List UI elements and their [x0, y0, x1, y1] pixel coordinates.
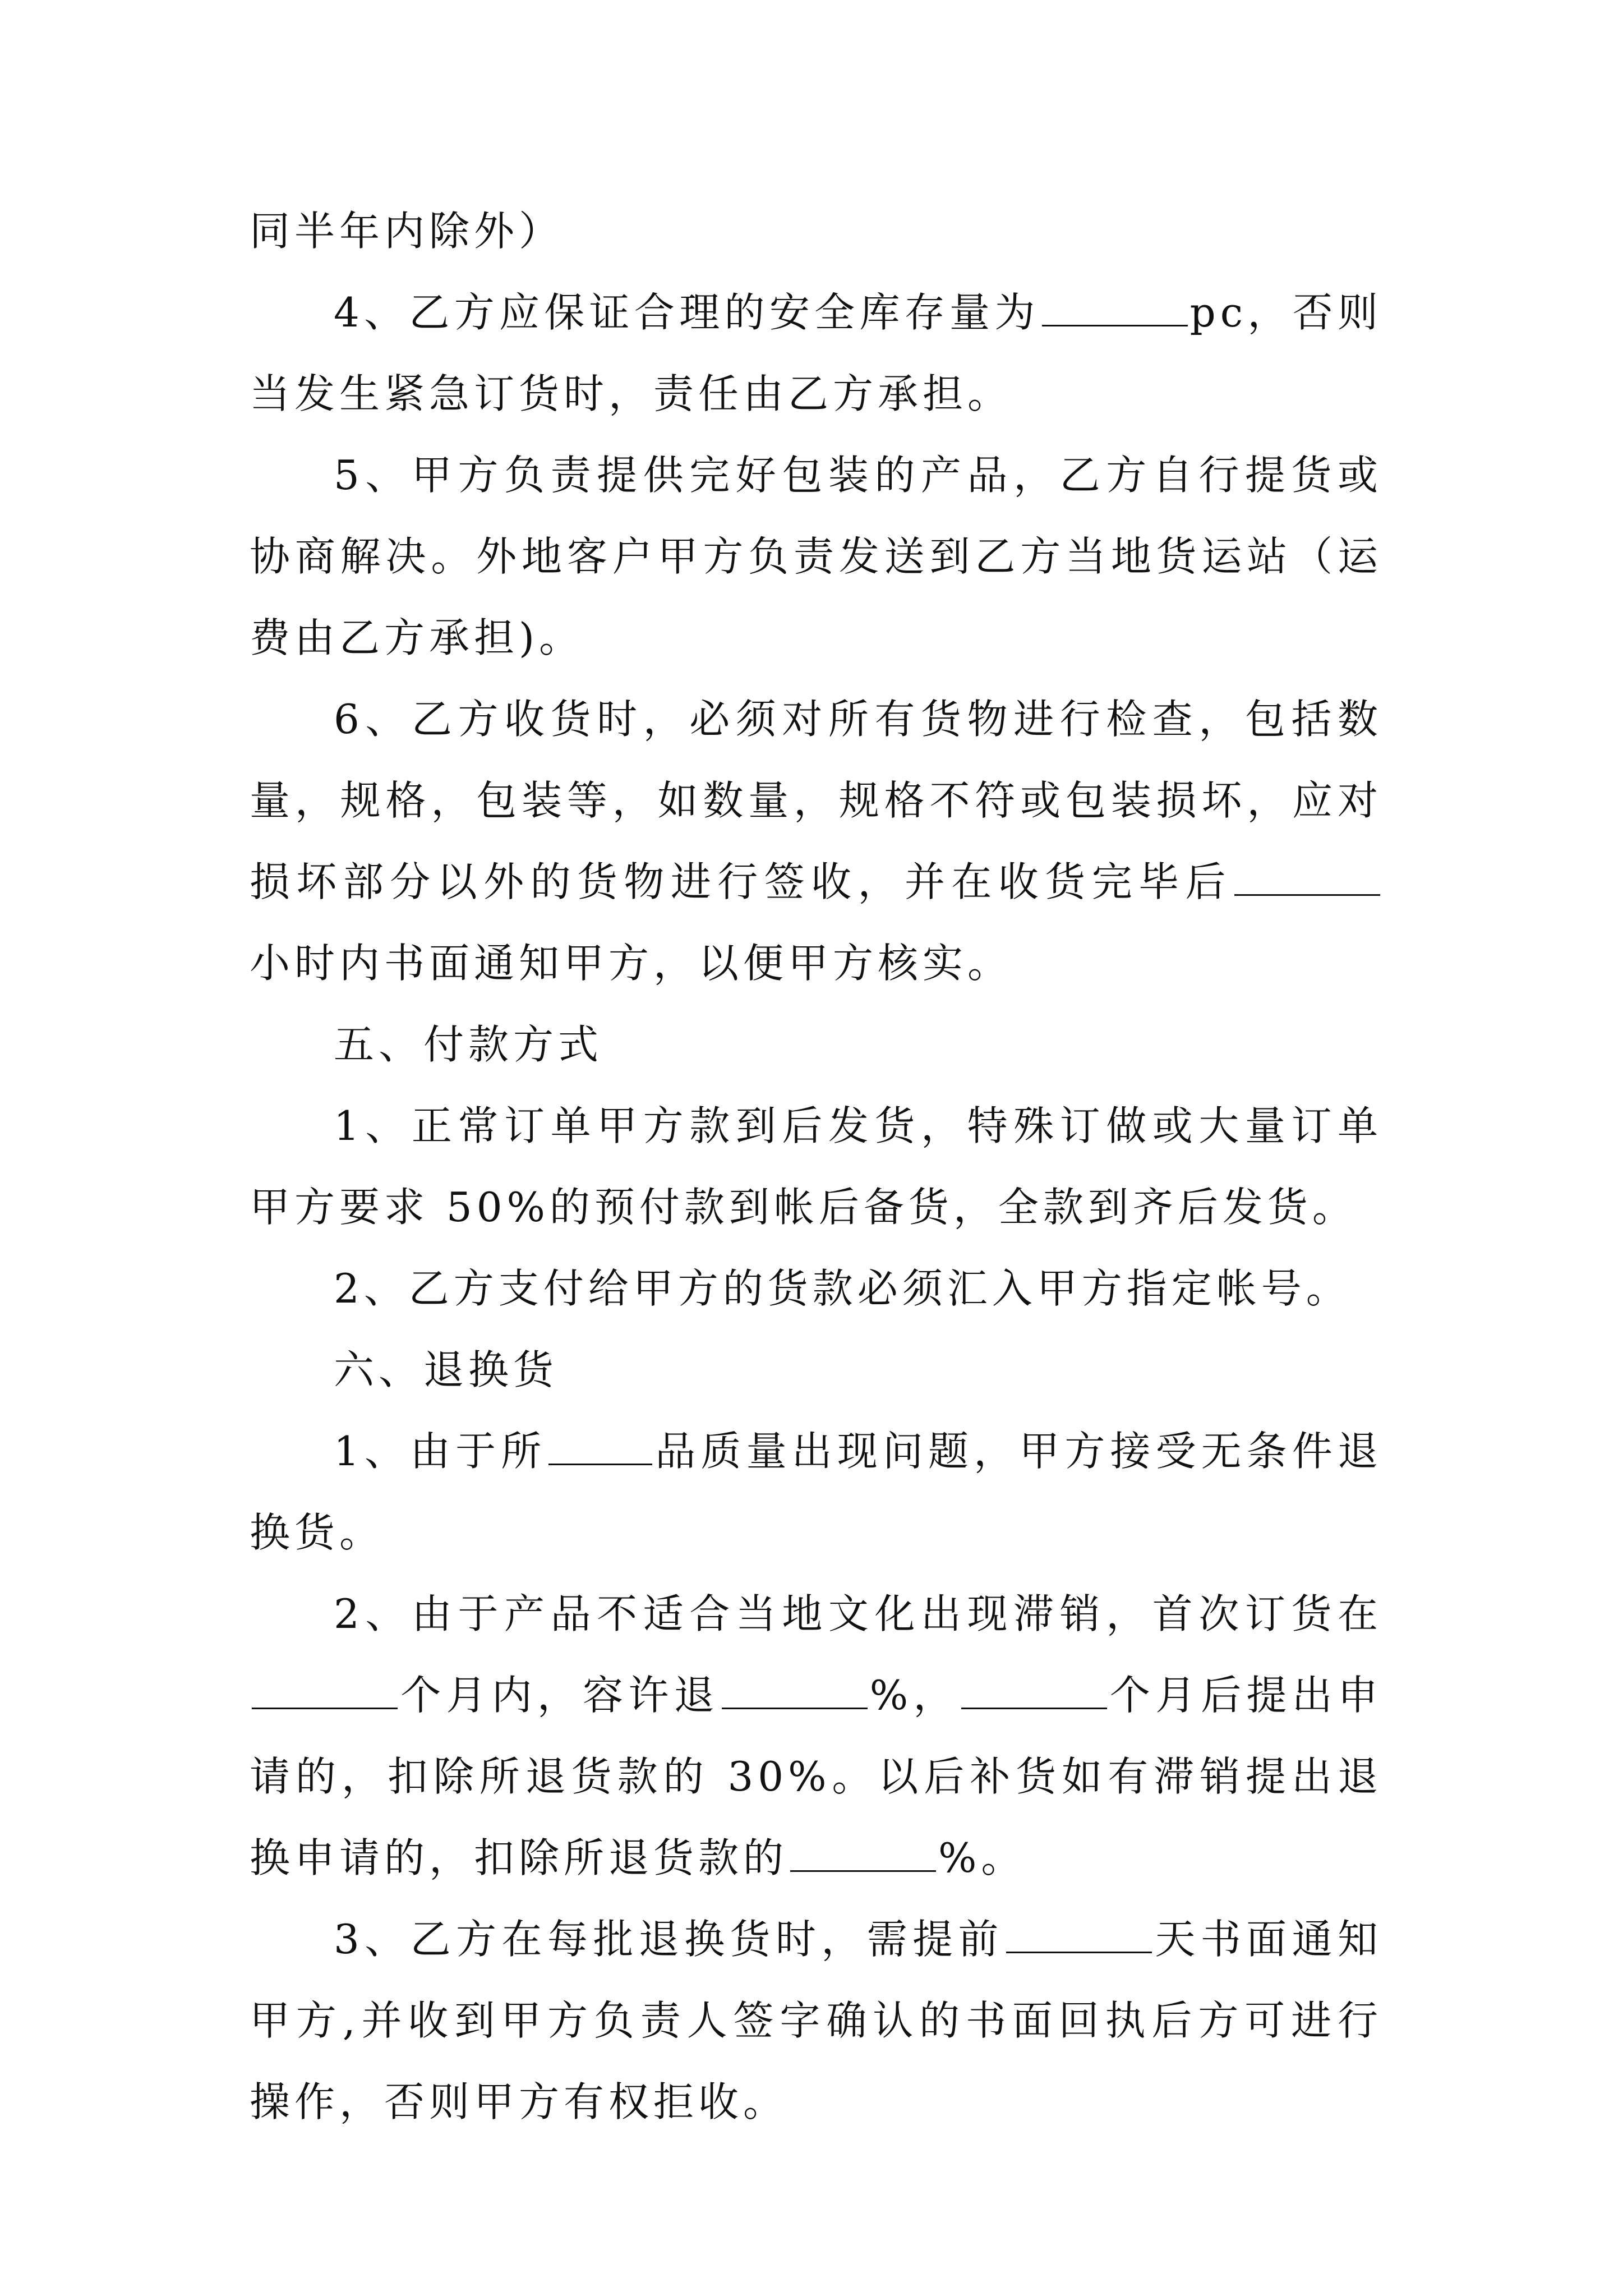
clause-text: 小时内书面通知甲方，以便甲方核实。: [250, 940, 1013, 987]
clause-text: 6、乙方收货时，必须对所有货物进行检查，包括数量，规格，包装等，如数量，规格不符或包装损坏，应对损坏部分以外的货物进行签收，并在收货完毕后: [250, 696, 1382, 905]
returns-clause-3: [250, 1899, 1382, 2143]
section-heading: 五、付款方式: [334, 1021, 603, 1068]
clause-text: 4、乙方应保证合理的安全库存量为: [334, 289, 1040, 336]
fill-in-blank[interactable]: [961, 1674, 1107, 1709]
section-heading-payment: [250, 1004, 1382, 1085]
clause-text: 2、由于产品不适合当地文化出现滞销，首次订货在: [334, 1590, 1382, 1637]
paragraph-continuation: [250, 191, 1382, 272]
document-body: [250, 191, 1382, 2143]
returns-clause-1: [250, 1411, 1382, 1573]
fill-in-blank[interactable]: [790, 1837, 936, 1872]
clause-text: pc，否则当发生紧急订货时，责任由乙方承担。: [250, 289, 1382, 417]
payment-clause-2: [250, 1248, 1382, 1329]
returns-clause-2: [250, 1573, 1382, 1899]
payment-clause-1: [250, 1085, 1382, 1248]
clause-text: %，: [869, 1672, 959, 1719]
paragraph-text: 同半年内除外）: [250, 208, 564, 255]
clause-text: 3、乙方在每批退换货时，需提前: [334, 1916, 1004, 1963]
clause-text: 1、由于所: [334, 1428, 547, 1475]
section-heading: 六、退换货: [334, 1346, 559, 1393]
fill-in-blank[interactable]: [1006, 1918, 1152, 1953]
clause-text: 个月后提出申请的，扣除所退货款的 30%。以后补货如有滞销提出退换申请的，扣除所退货款的: [250, 1672, 1382, 1881]
clause-5-packaging: [250, 435, 1382, 679]
clause-text: 天书面通知甲方,并收到甲方负责人签字确认的书面回执后方可进行操作，否则甲方有权拒收。: [250, 1916, 1382, 2125]
fill-in-blank[interactable]: [1234, 861, 1380, 896]
clause-6-inspection: [250, 679, 1382, 1004]
clause-text: %。: [938, 1834, 1026, 1881]
fill-in-blank[interactable]: [722, 1674, 868, 1709]
clause-text: 1、正常订单甲方款到后发货，特殊订做或大量订单甲方要求 50%的预付款到帐后备货，全款到齐后发货。: [250, 1102, 1382, 1231]
section-heading-returns: [250, 1329, 1382, 1411]
clause-text: 2、乙方支付给甲方的货款必须汇入甲方指定帐号。: [334, 1265, 1351, 1312]
clause-text: 5、甲方负责提供完好包装的产品，乙方自行提货或协商解决。外地客户甲方负责发送到乙方当地货运站（运费由乙方承担)。: [250, 452, 1382, 661]
clause-text: 品质量出现问题，甲方接受无条件退换货。: [250, 1428, 1382, 1556]
clause-4-safety-stock: [250, 272, 1382, 435]
fill-in-blank[interactable]: [1042, 291, 1188, 326]
fill-in-blank[interactable]: [252, 1674, 398, 1709]
fill-in-blank[interactable]: [548, 1430, 652, 1465]
clause-text: 个月内，容许退: [400, 1672, 720, 1719]
